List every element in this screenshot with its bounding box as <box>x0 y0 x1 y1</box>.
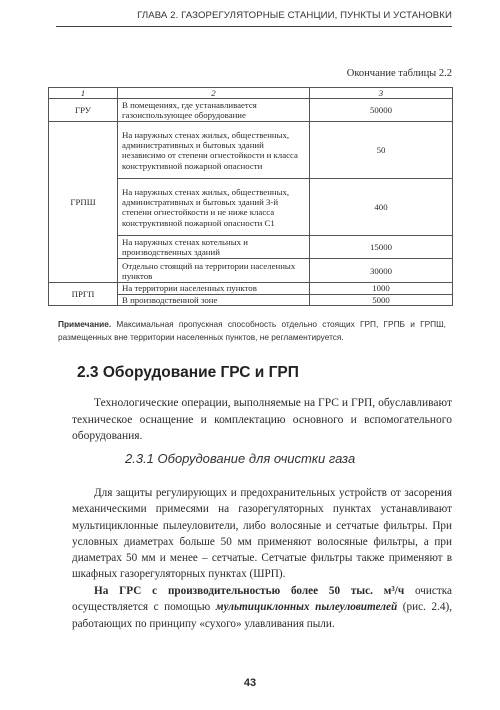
group-name: ГРУ <box>49 99 118 122</box>
capacity-cell: 50000 <box>310 99 453 122</box>
note-label: Примечание. <box>58 319 112 329</box>
location-cell: На наружных стенах котельных и производственных зданий <box>118 236 310 259</box>
table-row <box>49 99 453 122</box>
location-cell: Отдельно стоящий на территории населенных пунктов <box>118 259 310 283</box>
capacity-cell: 400 <box>310 179 453 236</box>
capacity-cell: 50 <box>310 122 453 179</box>
paragraph-text: (рис. 2.4), работающих по принципу «сухого» улавливания пыли. <box>72 601 453 630</box>
group-name: ГРПШ <box>49 122 118 283</box>
capacity-cell: 30000 <box>310 259 453 283</box>
location-cell: В помещениях, где устанавливается газоиспользующее оборудование <box>118 99 310 122</box>
location-cell: В производственной зоне <box>118 294 310 305</box>
grs-capacity-bold: На ГРС с производительностью более 50 тыс. м³/ч <box>94 585 405 597</box>
column-number-3: 3 <box>310 88 453 99</box>
table-note <box>58 318 446 344</box>
location-cell: На территории населенных пунктов <box>118 283 310 294</box>
page-number: 43 <box>243 677 257 689</box>
table-row <box>49 283 453 294</box>
capacity-cell: 1000 <box>310 283 453 294</box>
column-number-2: 2 <box>118 88 310 99</box>
capacity-cell: 15000 <box>310 236 453 259</box>
paragraph-text: очистка осуществляется с помощью <box>72 585 452 614</box>
section-heading: 2.3 Оборудование ГРС и ГРП <box>77 364 299 381</box>
section-intro-paragraph: Технологические операции, выполняемые на ГРС и ГРП, обуславливают техническое оснащение и комплектацию основного и вспомогательного оборудования. <box>72 397 452 443</box>
header-divider <box>56 26 452 27</box>
filters-paragraph: Для защиты регулирующих и предохранительных устройств от засорения механическими примесями на газорегуляторных пунктах устанавливают мультициклонные пылеуловители, либо волосяные и сетчатые фильтры. При условных диаметрах больше 50 мм применяют волосяные фильтры, а при диаметрах 50 мм и менее – сетчатые. Сетчатые фильтры также применяют в шкафных газорегуляторных пунктах (ШРП). <box>72 487 452 581</box>
running-header: ГЛАВА 2. ГАЗОРЕГУЛЯТОРНЫЕ СТАНЦИИ, ПУНКТЫ И УСТАНОВКИ <box>137 10 452 21</box>
location-cell: На наружных стенах жилых, общественных, административных и бытовых зданий 3-й степени огнестойкости и не ниже класса конструктивной пожарной опасности С1 <box>118 179 310 236</box>
group-name: ПРГП <box>49 283 118 306</box>
table-column-numbers <box>49 88 453 99</box>
location-cell: На наружных стенах жилых, общественных, административных и бытовых зданий независимо от степени огнестойкости и класса конструктивной пожарной опасности <box>118 122 310 179</box>
column-number-1: 1 <box>49 88 118 99</box>
subsection-heading: 2.3.1 Оборудование для очистки газа <box>125 451 356 466</box>
capacity-cell: 5000 <box>310 294 453 305</box>
table-row <box>49 122 453 179</box>
table-caption: Окончание таблицы 2.2 <box>346 68 452 79</box>
capacity-table <box>48 87 453 306</box>
note-text: Максимальная пропускная способность отдельно стоящих ГРП, ГРПБ и ГРПШ, размещенных вне территории населенных пунктов, не регламентируется. <box>58 319 446 342</box>
dust-collectors-paragraph <box>72 583 452 632</box>
multicyclone-term: мультициклонных пылеуловителей <box>215 601 398 614</box>
